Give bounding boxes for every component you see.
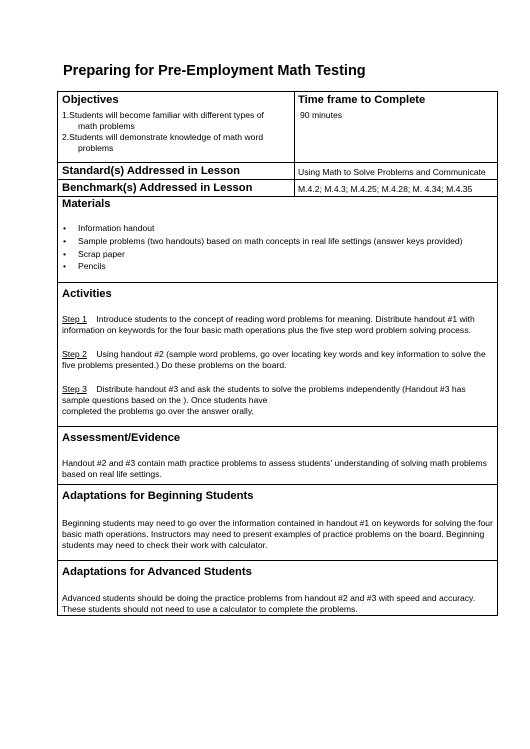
text-line: These students should not need to use a calculator to complete the problems. [62,603,358,614]
timeframe-value: 90 minutes [300,110,343,120]
row-divider [58,426,497,427]
text-line: based on real life settings. [62,468,162,479]
step-label: Step 1 [62,314,87,324]
text-line: Handout #2 and #3 contain math practice problems to assess students' understanding of solving math problems [62,458,487,468]
step-label: Step 2 [62,349,87,359]
lesson-plan-table [57,91,498,616]
activity-step [62,314,475,336]
document-title: Preparing for Pre-Employment Math Testing [63,63,366,79]
objective-line: problems [78,142,114,153]
row-divider [58,162,497,163]
activity-step [62,384,466,416]
advanced-heading: Adaptations for Advanced Students [62,566,252,578]
timeframe-heading: Time frame to Complete [298,94,426,106]
step-label: Step 3 [62,384,87,394]
text-line: basic math operations. Instructors may need to present examples of practice problems on the board. Beginning [62,528,485,539]
step-text: Introduce students to the concept of reading word problems for meaning. Distribute handout #1 with [96,314,475,324]
beginning-text [62,518,493,550]
standards-heading: Standard(s) Addressed in Lesson [62,165,240,177]
step-text: sample questions based on the ). Once students have [62,394,268,405]
row-divider [58,560,497,561]
list-item: • Sample problems (two handouts) based on math concepts in real life settings (answer keys provided) [62,235,463,248]
objective-item [62,110,264,132]
assessment-text [62,458,487,480]
list-item: • Scrap paper [62,248,463,261]
objectives-heading: Objectives [62,94,119,106]
step-text: five problems presented.) Do these problems on the board. [62,359,287,370]
row-divider [58,179,497,180]
assessment-heading: Assessment/Evidence [62,432,181,444]
materials-list [62,222,463,273]
activity-step [62,349,486,371]
text-line: students may need to check their work with calculator. [62,539,268,550]
benchmarks-heading: Benchmark(s) Addressed in Lesson [62,182,253,194]
text-line: Beginning students may need to go over the information contained in handout #1 on keywords for solving the four [62,518,493,528]
column-divider [294,92,295,196]
text-line: Advanced students should be doing the practice problems from handout #2 and #3 with speed and accuracy. [62,593,476,603]
activities-heading: Activities [62,288,112,300]
row-divider [58,282,497,283]
step-text: Distribute handout #3 and ask the students to solve the problems independently (Handout #3 has [96,384,466,394]
standards-value: Using Math to Solve Problems and Communicate [298,167,486,177]
materials-heading: Materials [62,198,111,210]
beginning-heading: Adaptations for Beginning Students [62,490,254,502]
objective-line: 1.Students will become familiar with different types of [62,110,264,120]
list-item: • Pencils [62,260,463,273]
row-divider [58,196,497,197]
step-text: information on keywords for the four basic math operations plus the five step word problem solving process. [62,324,471,335]
row-divider [58,484,497,485]
benchmarks-value: M.4.2; M.4.3; M.4.25; M.4.28; M. 4.34; M.4.35 [298,184,473,194]
objective-line: math problems [78,120,135,131]
advanced-text [62,593,475,615]
list-item: • Information handout [62,222,463,235]
step-text: completed the problems go over the answer orally. [62,405,254,416]
objective-item [62,132,263,154]
objective-line: 2.Students will demonstrate knowledge of math word [62,132,264,142]
step-text: Using handout #2 (sample word problems, go over locating key words and key information to solve the [96,349,486,359]
